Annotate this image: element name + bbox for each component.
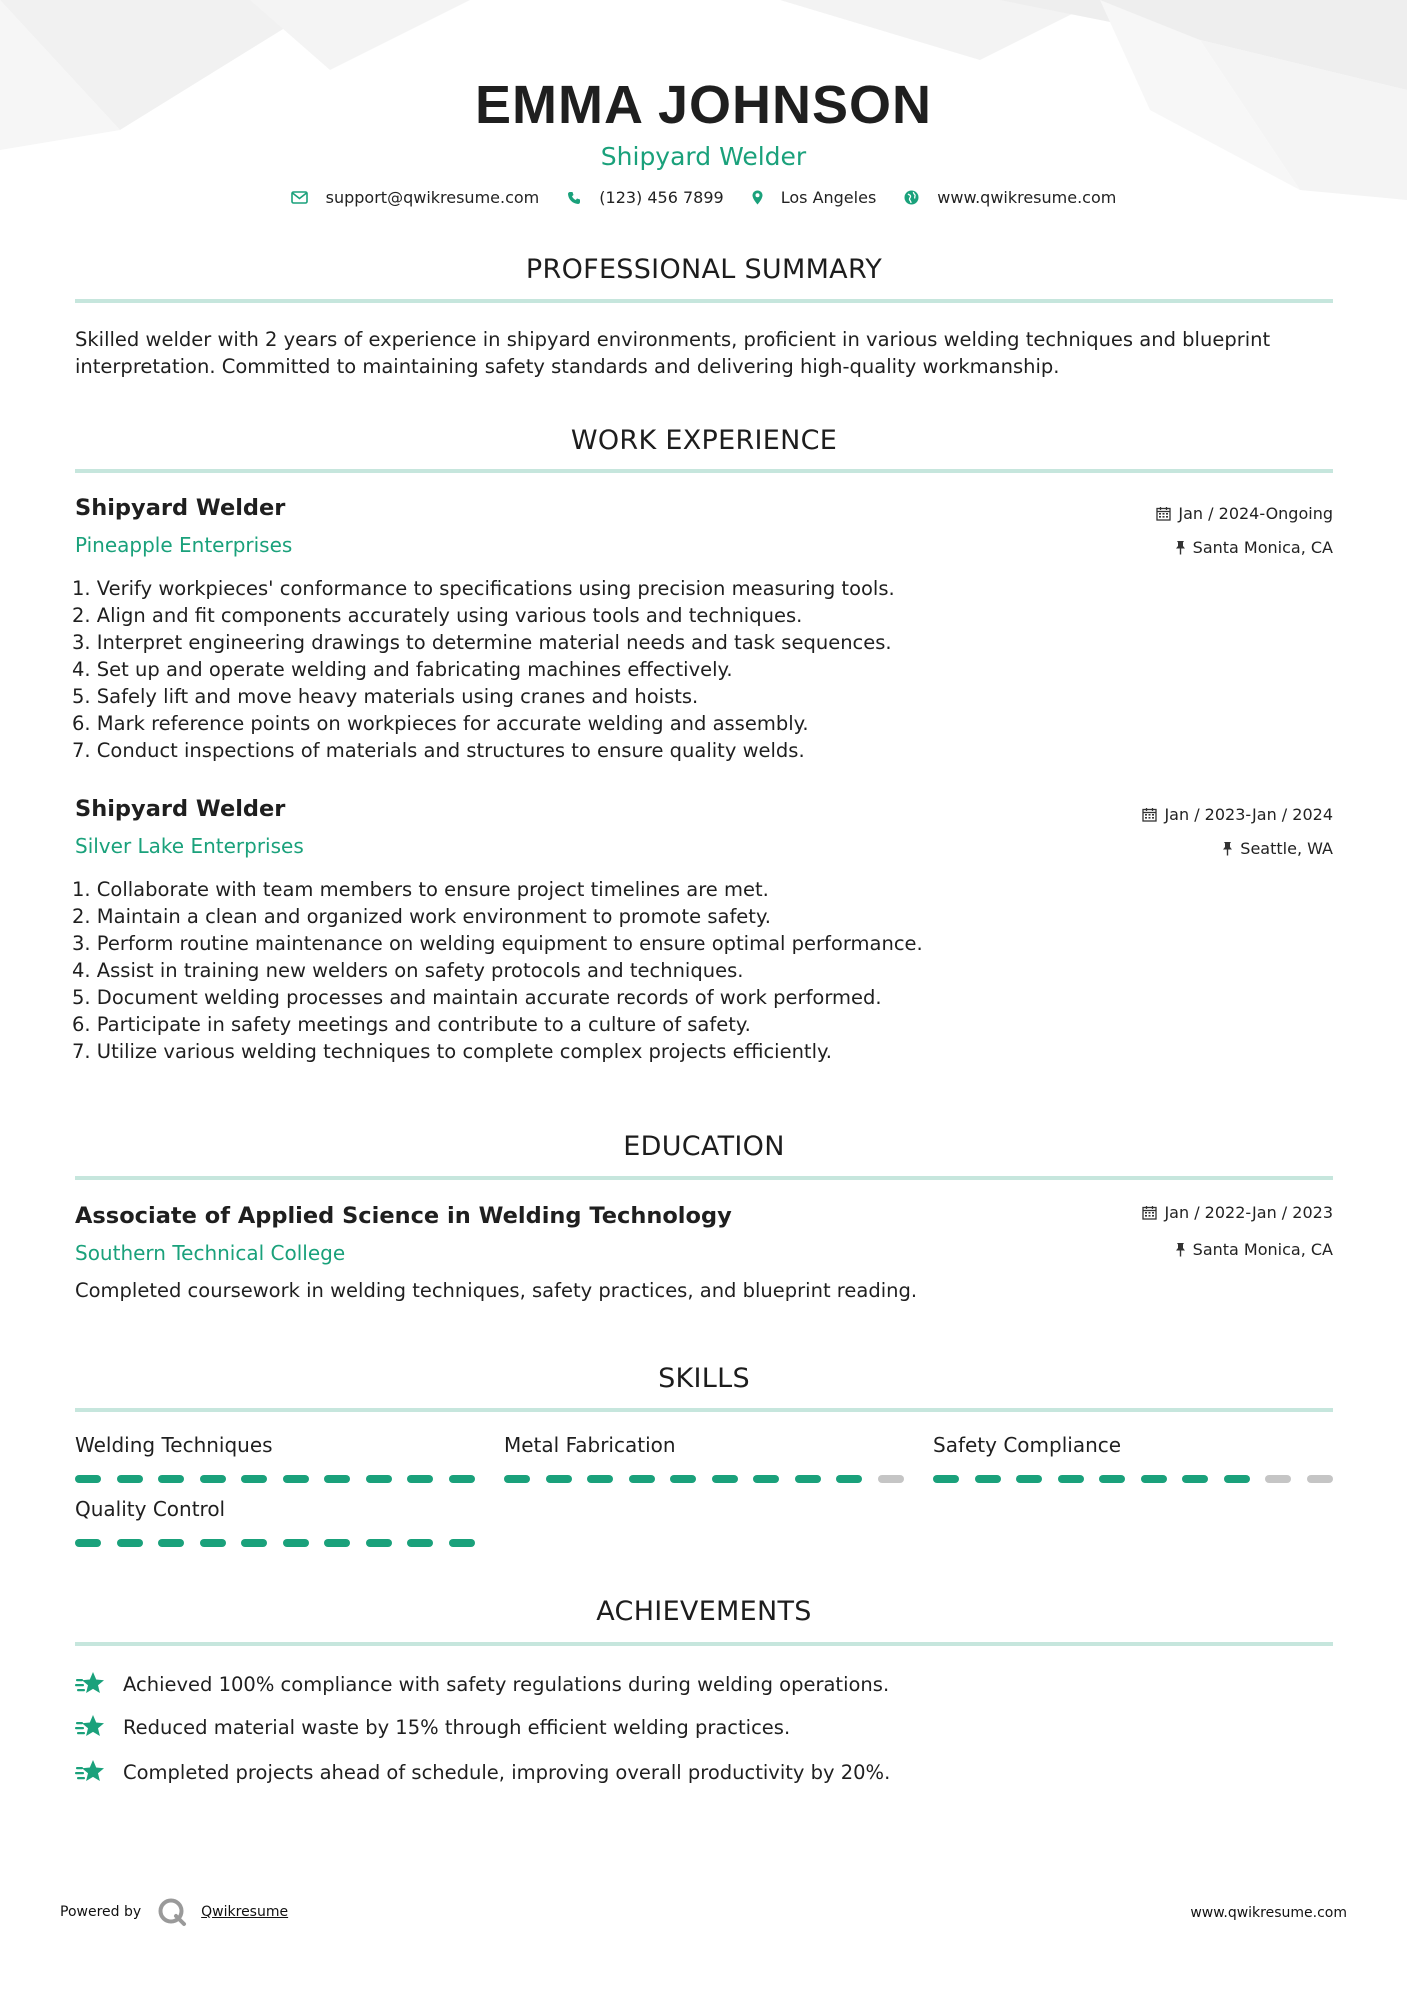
skill-level-segment-filled [753,1475,779,1483]
skill-level-segment-filled [324,1475,350,1483]
job-company: Silver Lake Enterprises [75,834,304,858]
skill-level-segment-filled [200,1475,226,1483]
skill-level-segment-filled [504,1475,530,1483]
skill-level-segment-filled [795,1475,821,1483]
skill-level-segment-filled [366,1475,392,1483]
job-location [1175,538,1333,557]
education-description: Completed coursework in welding techniques, safety practices, and blueprint reading. [75,1279,918,1302]
skill-level-segment-filled [1016,1475,1042,1483]
education-dates-text: Jan / 2022-Jan / 2023 [1164,1203,1333,1222]
achievement-text: Achieved 100% compliance with safety regulations during welding operations. [123,1672,890,1696]
job-duties-list [72,575,895,764]
phone-text: (123) 456 7899 [599,188,724,207]
footer-website-link[interactable]: www.qwikresume.com [1190,1905,1347,1921]
list-item: 4. Assist in training new welders on safety protocols and techniques. [72,959,744,982]
list-item: 4. Set up and operate welding and fabricating machines effectively. [72,658,733,681]
footer-powered-by [60,1897,288,1927]
skill-name: Welding Techniques [75,1433,273,1457]
skills-divider [75,1408,1333,1412]
list-item: 7. Conduct inspections of materials and structures to ensure quality welds. [72,739,805,762]
email-text: support@qwikresume.com [325,188,540,207]
envelope-icon [291,191,308,204]
job-duties-list [72,876,923,1065]
summary-divider [75,299,1333,303]
qwikresume-logo-icon [157,1897,187,1927]
list-item: 1. Collaborate with team members to ensure project timelines are met. [72,878,769,901]
contact-email[interactable] [291,188,540,207]
candidate-name: EMMA JOHNSON [474,75,933,135]
star-badge-icon [75,1758,107,1786]
contact-phone[interactable] [567,188,723,207]
skill-level-segment-filled [670,1475,696,1483]
list-item: 2. Align and fit components accurately using various tools and techniques. [72,604,803,627]
skill-level-segment-filled [283,1475,309,1483]
skill-level-segment-filled [158,1539,184,1547]
job-dates [1156,504,1333,523]
skill-level-segment-filled [241,1539,267,1547]
skill-level-segment-filled [117,1539,143,1547]
phone-icon [567,191,581,205]
skill-level-segment-filled [975,1475,1001,1483]
skill-level-segment-filled [241,1475,267,1483]
list-item: 1. Verify workpieces' conformance to specifications using precision measuring tools. [72,577,895,600]
list-item: 6. Mark reference points on workpieces for accurate welding and assembly. [72,712,809,735]
contact-bar [0,188,1407,207]
pushpin-icon [1175,540,1186,555]
job-dates-text: Jan / 2023-Jan / 2024 [1164,805,1333,824]
skill-level-segment-filled [712,1475,738,1483]
summary-text [75,326,1335,380]
skill-item [504,1433,904,1483]
skill-level-segment-filled [1141,1475,1167,1483]
list-item: 3. Perform routine maintenance on welding equipment to ensure optimal performance. [72,932,923,955]
contact-location [752,188,877,207]
skill-level-segment-filled [587,1475,613,1483]
achievement-text: Reduced material waste by 15% through efficient welding practices. [123,1715,791,1739]
pushpin-icon [1175,1242,1186,1257]
resume-header [0,72,1407,174]
achievement-item [75,1713,790,1741]
calendar-icon [1156,506,1171,521]
summary-heading: PROFESSIONAL SUMMARY [525,254,883,285]
achievement-item [75,1670,889,1698]
education-heading: EDUCATION [623,1131,785,1162]
skill-level-segment-filled [75,1475,101,1483]
skill-level-segment-filled [200,1539,226,1547]
skill-name: Metal Fabrication [504,1433,676,1457]
achievement-text: Completed projects ahead of schedule, improving overall productivity by 20%. [123,1760,891,1784]
skill-level-segment-filled [546,1475,572,1483]
summary-line: Skilled welder with 2 years of experience in shipyard environments, proficient in various welding techniques and blueprint [75,328,1271,351]
skill-level-segment-filled [75,1539,101,1547]
education-divider [75,1176,1333,1180]
education-location-text: Santa Monica, CA [1192,1240,1333,1259]
brand-link[interactable]: Qwikresume [201,1904,289,1920]
calendar-icon [1142,1205,1157,1220]
education-dates [1142,1203,1333,1222]
experience-divider [75,469,1333,473]
job-location [1222,839,1333,858]
candidate-title: Shipyard Welder [600,142,807,171]
degree-title: Associate of Applied Science in Welding Technology [75,1203,732,1229]
skill-level-segment-filled [324,1539,350,1547]
skill-level-segment-filled [283,1539,309,1547]
skill-level-segment-filled [933,1475,959,1483]
job-title: Shipyard Welder [75,796,286,822]
skill-name: Quality Control [75,1497,226,1521]
skill-level-segment-empty [1265,1475,1291,1483]
achievements-divider [75,1642,1333,1646]
contact-website[interactable] [904,188,1116,207]
skill-level-segment-filled [1224,1475,1250,1483]
skill-level-meter [933,1475,1333,1483]
job-location-text: Seattle, WA [1240,839,1333,858]
map-pin-icon [752,190,763,205]
skill-level-segment-filled [449,1539,475,1547]
skill-level-segment-filled [158,1475,184,1483]
summary-line: interpretation. Committed to maintaining safety standards and delivering high-quality workmanship. [75,355,1060,378]
job-dates-text: Jan / 2024-Ongoing [1178,504,1333,523]
skill-level-segment-filled [1058,1475,1084,1483]
skill-item [75,1497,475,1547]
list-item: 5. Document welding processes and maintain accurate records of work performed. [72,986,882,1009]
list-item: 7. Utilize various welding techniques to complete complex projects efficiently. [72,1040,832,1063]
skill-level-meter [504,1475,904,1483]
globe-icon [904,190,919,205]
skill-level-segment-empty [1307,1475,1333,1483]
star-badge-icon [75,1670,107,1698]
skill-level-segment-filled [117,1475,143,1483]
skill-level-meter [75,1475,475,1483]
skills-heading: SKILLS [658,1363,750,1394]
star-badge-icon [75,1713,107,1741]
powered-by-label: Powered by [60,1904,142,1920]
skill-level-segment-filled [836,1475,862,1483]
skill-name: Safety Compliance [933,1433,1122,1457]
school-name: Southern Technical College [75,1241,346,1265]
skill-level-segment-filled [449,1475,475,1483]
list-item: 2. Maintain a clean and organized work environment to promote safety. [72,905,771,928]
skill-level-segment-filled [366,1539,392,1547]
skill-level-segment-filled [629,1475,655,1483]
skill-level-segment-filled [1099,1475,1125,1483]
job-company: Pineapple Enterprises [75,533,293,557]
calendar-icon [1142,807,1157,822]
experience-heading: WORK EXPERIENCE [570,425,838,456]
education-location [1175,1240,1333,1259]
pushpin-icon [1222,841,1233,856]
job-title: Shipyard Welder [75,495,286,521]
list-item: 6. Participate in safety meetings and contribute to a culture of safety. [72,1013,751,1036]
website-text: www.qwikresume.com [937,188,1117,207]
list-item: 3. Interpret engineering drawings to determine material needs and task sequences. [72,631,892,654]
skill-item [933,1433,1333,1483]
skill-item [75,1433,475,1483]
list-item: 5. Safely lift and move heavy materials using cranes and hoists. [72,685,699,708]
location-text: Los Angeles [780,188,877,207]
job-dates [1142,805,1333,824]
achievement-item [75,1758,890,1786]
job-location-text: Santa Monica, CA [1192,538,1333,557]
skill-level-segment-filled [407,1539,433,1547]
skill-level-meter [75,1539,475,1547]
achievements-heading: ACHIEVEMENTS [596,1596,812,1627]
skill-level-segment-empty [878,1475,904,1483]
skill-level-segment-filled [407,1475,433,1483]
skill-level-segment-filled [1182,1475,1208,1483]
